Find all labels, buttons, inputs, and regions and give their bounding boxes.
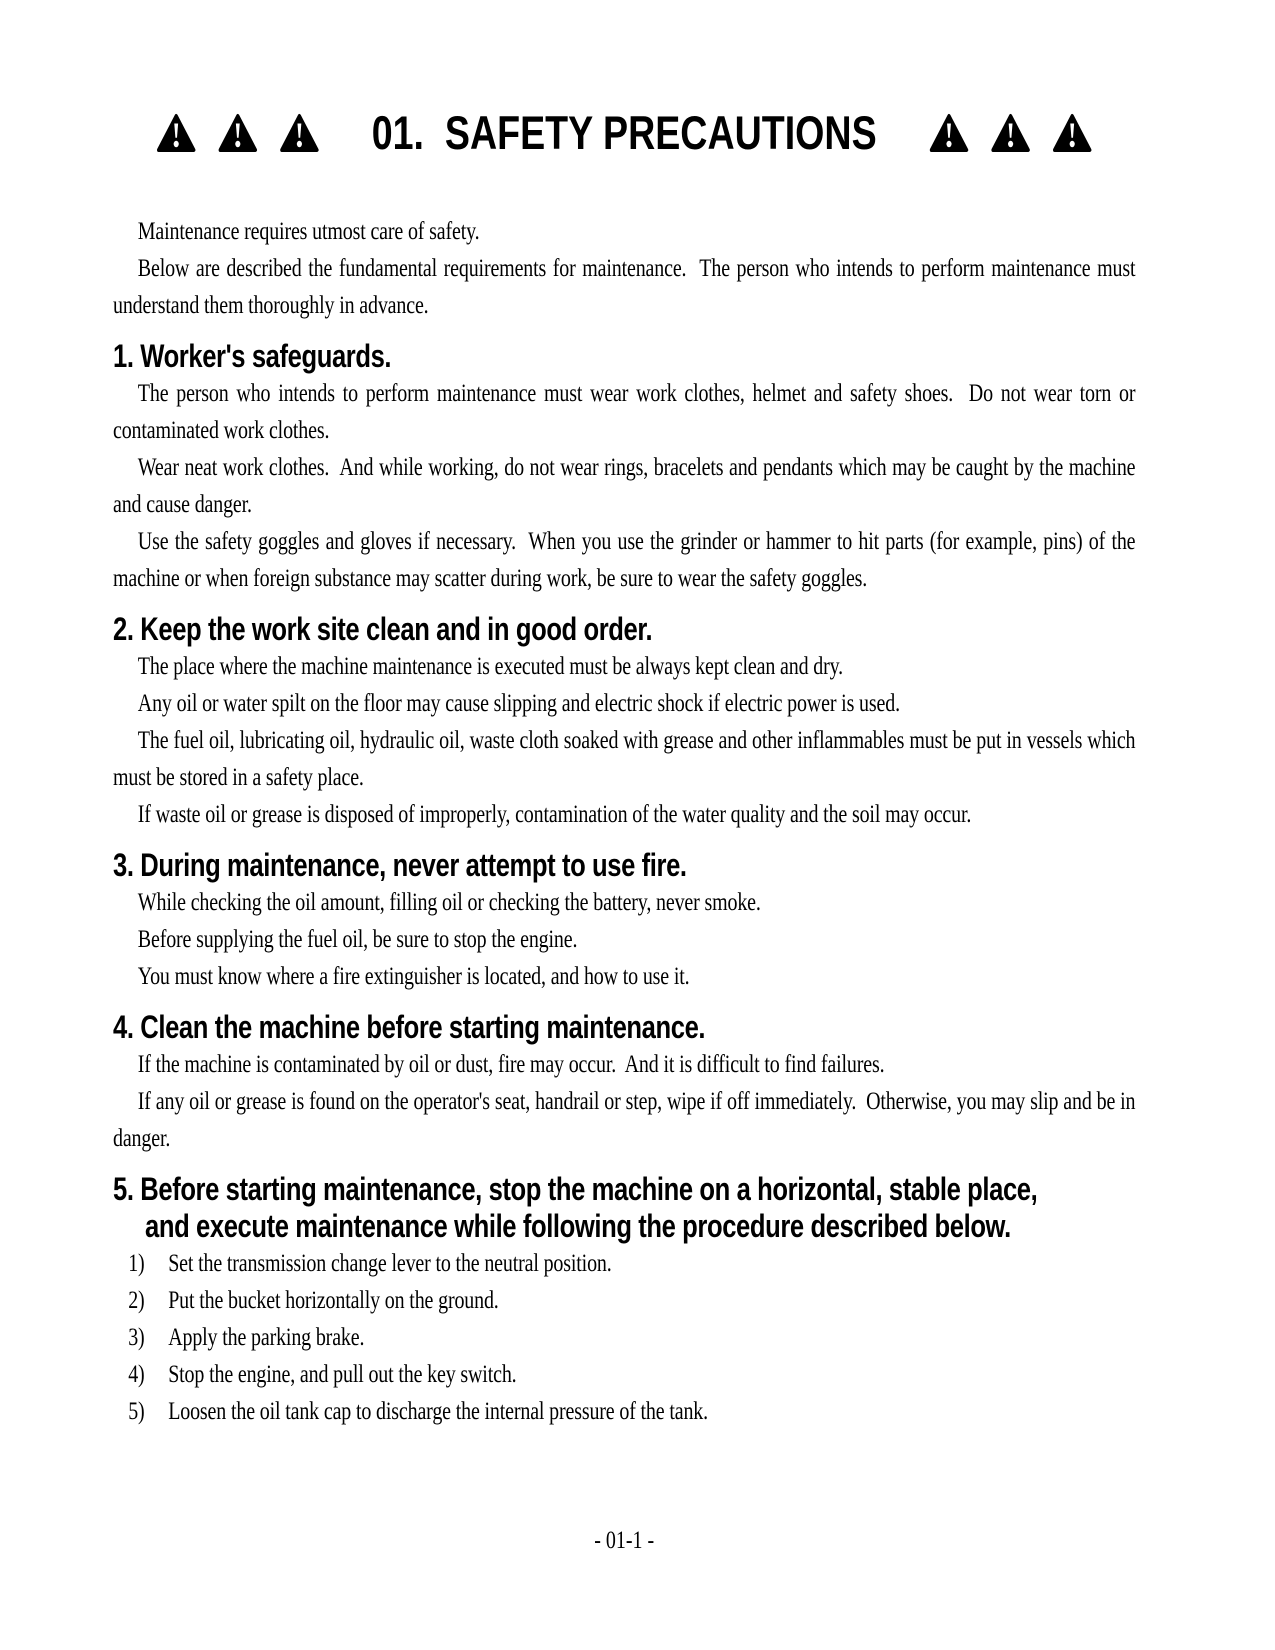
list-item	[113, 1319, 1135, 1356]
page-content	[113, 0, 1135, 1559]
intro-block	[113, 213, 1135, 324]
section-paragraph: Before supplying the fuel oil, be sure to stop the engine.	[137, 926, 578, 953]
section-paragraph: The place where the machine maintenance is executed must be always kept clean and dry.	[137, 653, 843, 680]
intro-paragraph-2: Below are described the fundamental requirements for maintenance. The person who intends to perform maintenance must understand them thoroughly in advance.	[113, 255, 1136, 319]
list-item-text: Put the bucket horizontally on the ground.	[168, 1287, 499, 1314]
list-item	[113, 1245, 1135, 1282]
section-paragraph: Wear neat work clothes. And while working, do not wear rings, bracelets and pendants which may be caught by the machine and cause danger.	[113, 454, 1136, 518]
list-item	[113, 1282, 1135, 1319]
list-item-number: 5)	[128, 1398, 145, 1425]
list-item-text: Apply the parking brake.	[168, 1324, 365, 1351]
list-item-number: 3)	[128, 1324, 145, 1351]
page-title: 01. SAFETY PRECAUTIONS	[371, 106, 877, 159]
section-never-use-fire	[113, 847, 1135, 995]
list-item-number: 2)	[128, 1287, 145, 1314]
section-heading-line-2: and execute maintenance while following the procedure described below.	[145, 1208, 1011, 1244]
list-item-number: 1)	[128, 1250, 145, 1277]
section-heading: 3. During maintenance, never attempt to use fire.	[113, 847, 687, 883]
intro-paragraph-1: Maintenance requires utmost care of safety.	[137, 218, 480, 245]
warning-triangle-icon	[990, 113, 1030, 153]
section-paragraph: The fuel oil, lubricating oil, hydraulic oil, waste cloth soaked with grease and other inflammables must be put in vessels which must be stored in a safety place.	[113, 727, 1136, 791]
list-item-text: Stop the engine, and pull out the key switch.	[168, 1361, 517, 1388]
section-paragraph: The person who intends to perform maintenance must wear work clothes, helmet and safety shoes. Do not wear torn or contaminated work clothes.	[113, 380, 1136, 444]
section-paragraph: Use the safety goggles and gloves if necessary. When you use the grinder or hammer to hit parts (for example, pins) of the machine or when foreign substance may scatter during work, be sure to wear the safety goggles.	[113, 528, 1136, 592]
procedure-list	[113, 1245, 1135, 1430]
section-work-site-clean	[113, 611, 1135, 833]
section-paragraph: If the machine is contaminated by oil or dust, fire may occur. And it is difficult to find failures.	[137, 1051, 885, 1078]
list-item	[113, 1393, 1135, 1430]
list-item-number: 4)	[128, 1361, 145, 1388]
section-paragraph: If any oil or grease is found on the operator's seat, handrail or step, wipe if off immediately. Otherwise, you may slip and be in danger.	[113, 1088, 1136, 1152]
warning-triangle-icon	[157, 113, 197, 153]
section-paragraph: You must know where a fire extinguisher is located, and how to use it.	[137, 963, 690, 990]
section-heading: 4. Clean the machine before starting maintenance.	[113, 1009, 706, 1045]
list-item	[113, 1356, 1135, 1393]
section-paragraph: While checking the oil amount, filling oil or checking the battery, never smoke.	[137, 889, 761, 916]
section-heading-line-1: 5. Before starting maintenance, stop the machine on a horizontal, stable place,	[113, 1171, 1038, 1207]
page-number: - 01-1 -	[594, 1527, 655, 1554]
warning-triangle-icon	[280, 113, 320, 153]
list-item-text: Set the transmission change lever to the neutral position.	[168, 1250, 612, 1277]
warning-triangle-group-left	[157, 113, 320, 153]
page-title-row	[113, 108, 1135, 158]
warning-triangle-icon	[218, 113, 258, 153]
section-workers-safeguards	[113, 338, 1135, 597]
section-heading: 1. Worker's safeguards.	[113, 338, 392, 374]
list-item-text: Loosen the oil tank cap to discharge the internal pressure of the tank.	[168, 1398, 708, 1425]
section-heading: 2. Keep the work site clean and in good order.	[113, 611, 653, 647]
warning-triangle-icon	[1052, 113, 1092, 153]
section-stop-machine-procedure	[113, 1171, 1135, 1430]
section-paragraph: If waste oil or grease is disposed of improperly, contamination of the water quality and the soil may occur.	[137, 801, 972, 828]
warning-triangle-icon	[929, 113, 969, 153]
warning-triangle-group-right	[929, 113, 1092, 153]
section-clean-machine	[113, 1009, 1135, 1157]
section-paragraph: Any oil or water spilt on the floor may cause slipping and electric shock if electric power is used.	[137, 690, 900, 717]
